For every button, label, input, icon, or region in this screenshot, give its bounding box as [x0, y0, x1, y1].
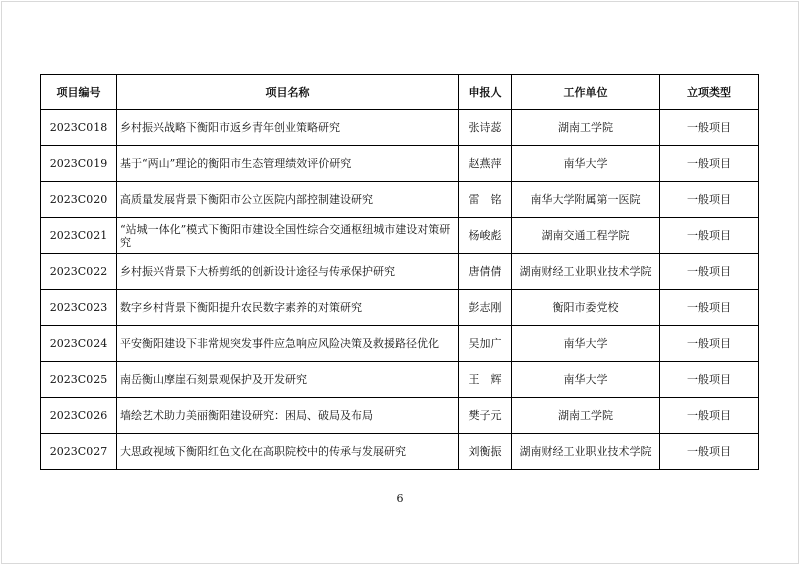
- project-type-cell: 一般项目: [660, 182, 759, 218]
- project-name-cell: 平安衡阳建设下非常规突发事件应急响应风险决策及救援路径优化: [117, 326, 459, 362]
- project-type-cell: 一般项目: [660, 398, 759, 434]
- work-unit-cell: 湖南财经工业职业技术学院: [512, 434, 660, 470]
- work-unit-cell: 南华大学: [512, 362, 660, 398]
- project-name-cell: “站城一体化”模式下衡阳市建设全国性综合交通枢纽城市建设对策研究: [117, 218, 459, 254]
- project-code-cell: 2023C027: [41, 434, 117, 470]
- work-unit-cell: 湖南工学院: [512, 398, 660, 434]
- project-table: [40, 74, 759, 470]
- table-row: [41, 362, 759, 398]
- applicant-cell: 樊子元: [459, 398, 512, 434]
- applicant-cell: 杨峻彪: [459, 218, 512, 254]
- header-project-type: 立项类型: [660, 75, 759, 110]
- project-code-cell: 2023C022: [41, 254, 117, 290]
- table-row: [41, 182, 759, 218]
- work-unit-cell: 湖南财经工业职业技术学院: [512, 254, 660, 290]
- work-unit-cell: 湖南工学院: [512, 110, 660, 146]
- applicant-cell: 刘衡振: [459, 434, 512, 470]
- project-code-cell: 2023C024: [41, 326, 117, 362]
- project-name-cell: 数字乡村背景下衡阳提升农民数字素养的对策研究: [117, 290, 459, 326]
- project-type-cell: 一般项目: [660, 110, 759, 146]
- project-type-cell: 一般项目: [660, 146, 759, 182]
- table-row: [41, 110, 759, 146]
- table-row: [41, 398, 759, 434]
- project-name-cell: 乡村振兴战略下衡阳市返乡青年创业策略研究: [117, 110, 459, 146]
- project-code-cell: 2023C020: [41, 182, 117, 218]
- project-type-cell: 一般项目: [660, 254, 759, 290]
- project-code-cell: 2023C018: [41, 110, 117, 146]
- applicant-cell: 唐倩倩: [459, 254, 512, 290]
- project-code-cell: 2023C021: [41, 218, 117, 254]
- project-code-cell: 2023C023: [41, 290, 117, 326]
- project-code-cell: 2023C026: [41, 398, 117, 434]
- page-number: 6: [396, 492, 404, 505]
- header-project-name: 项目名称: [117, 75, 459, 110]
- project-type-cell: 一般项目: [660, 362, 759, 398]
- work-unit-cell: 衡阳市委党校: [512, 290, 660, 326]
- header-project-code: 项目编号: [41, 75, 117, 110]
- table-row: [41, 254, 759, 290]
- work-unit-cell: 湖南交通工程学院: [512, 218, 660, 254]
- applicant-cell: 雷 铭: [459, 182, 512, 218]
- project-name-cell: 墙绘艺术助力美丽衡阳建设研究：困局、破局及布局: [117, 398, 459, 434]
- project-name-cell: 乡村振兴背景下大桥剪纸的创新设计途径与传承保护研究: [117, 254, 459, 290]
- project-type-cell: 一般项目: [660, 218, 759, 254]
- table-header-row: [41, 75, 759, 110]
- table-row: [41, 218, 759, 254]
- project-name-cell: 大思政视域下衡阳红色文化在高职院校中的传承与发展研究: [117, 434, 459, 470]
- header-work-unit: 工作单位: [512, 75, 660, 110]
- applicant-cell: 张诗蕊: [459, 110, 512, 146]
- applicant-cell: 赵燕萍: [459, 146, 512, 182]
- project-code-cell: 2023C025: [41, 362, 117, 398]
- applicant-cell: 王 辉: [459, 362, 512, 398]
- applicant-cell: 吴加广: [459, 326, 512, 362]
- header-applicant: 申报人: [459, 75, 512, 110]
- project-code-cell: 2023C019: [41, 146, 117, 182]
- project-type-cell: 一般项目: [660, 434, 759, 470]
- table-row: [41, 434, 759, 470]
- project-type-cell: 一般项目: [660, 290, 759, 326]
- table-row: [41, 146, 759, 182]
- project-name-cell: 南岳衡山摩崖石刻景观保护及开发研究: [117, 362, 459, 398]
- project-name-cell: 高质量发展背景下衡阳市公立医院内部控制建设研究: [117, 182, 459, 218]
- applicant-cell: 彭志刚: [459, 290, 512, 326]
- project-name-cell: 基于“两山”理论的衡阳市生态管理绩效评价研究: [117, 146, 459, 182]
- table-row: [41, 326, 759, 362]
- table-body: [41, 110, 759, 470]
- work-unit-cell: 南华大学: [512, 146, 660, 182]
- work-unit-cell: 南华大学附属第一医院: [512, 182, 660, 218]
- project-type-cell: 一般项目: [660, 326, 759, 362]
- work-unit-cell: 南华大学: [512, 326, 660, 362]
- table-row: [41, 290, 759, 326]
